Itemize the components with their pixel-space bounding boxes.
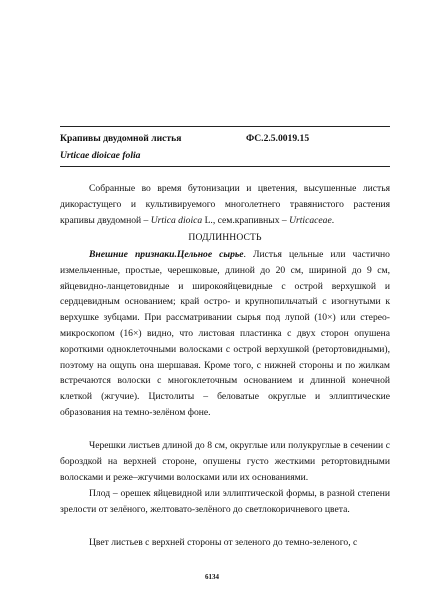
monograph-header — [60, 133, 390, 145]
family-name: Urticaceae — [289, 214, 332, 226]
latin-title: Urticae dioicae folia — [60, 150, 141, 161]
monograph-code: ФС.2.5.0019.15 — [246, 133, 310, 144]
intro-text-after: . — [331, 214, 335, 226]
external-features-label: Внешние признаки. — [89, 249, 177, 260]
features-text: . Листья цельные или частично измельченные, простые, черешковые, длиной до 20 см, шириной до 9 см, яйцевидно-ланцетовидные и широкояйцевидные с острой верхушкой и сердцевидным основанием; край остро- и крупнопильчатый с изогнутыми к верхушке зубцами. При рассматривании сырья под лупой (10×) или стерео-микроскопом (16×) видно, что листовая пластинка с двух сторон опушена короткими одноклеточными волосками с острой верхушкой (ретортовидными), поэтому на ощупь она шершавая. Кроме того, с нижней стороны и по жилкам встречаются волоски с многоклеточным основанием и длинной конечной клеткой (жгучие). Цистолиты – беловатые округлые и эллиптические образования на темно-зелёном фоне. — [60, 249, 390, 418]
intro-text-middle: L., сем.крапивных – — [202, 214, 290, 226]
features-paragraph — [60, 247, 390, 421]
header-bottom-rule — [60, 166, 390, 167]
monograph-title: Крапивы двудомной листья — [60, 133, 182, 144]
whole-raw-label: Цельное сырье — [176, 249, 244, 260]
page-number: 6134 — [205, 573, 219, 581]
header-top-rule — [60, 126, 390, 127]
section-heading: ПОДЛИННОСТЬ — [188, 232, 262, 243]
intro-paragraph — [60, 181, 390, 228]
color-paragraph: Цвет листьев с верхней стороны от зеленого до темно-зеленого, с — [89, 537, 358, 548]
species-name: Urtica dioica — [150, 214, 203, 226]
petioles-paragraph: Черешки листьев длиной до 8 см, округлые или полукруглые в сечении с бороздкой на верхней стороне, опушены густо жесткими ретортовидными волосками и реже–жгучими волосками или их основаниями. — [60, 440, 390, 483]
fruit-paragraph: Плод – орешек яйцевидной или эллиптической формы, в разной степени зрелости от зелёного, желтовато-зелёного до светлокоричневого цвета. — [60, 488, 390, 515]
intro-text-before: Собранные во время бутонизации и цветения, высушенные листья дикорастущего и культивируемого многолетнего травянистого растения крапивы двудомной – — [60, 183, 390, 226]
